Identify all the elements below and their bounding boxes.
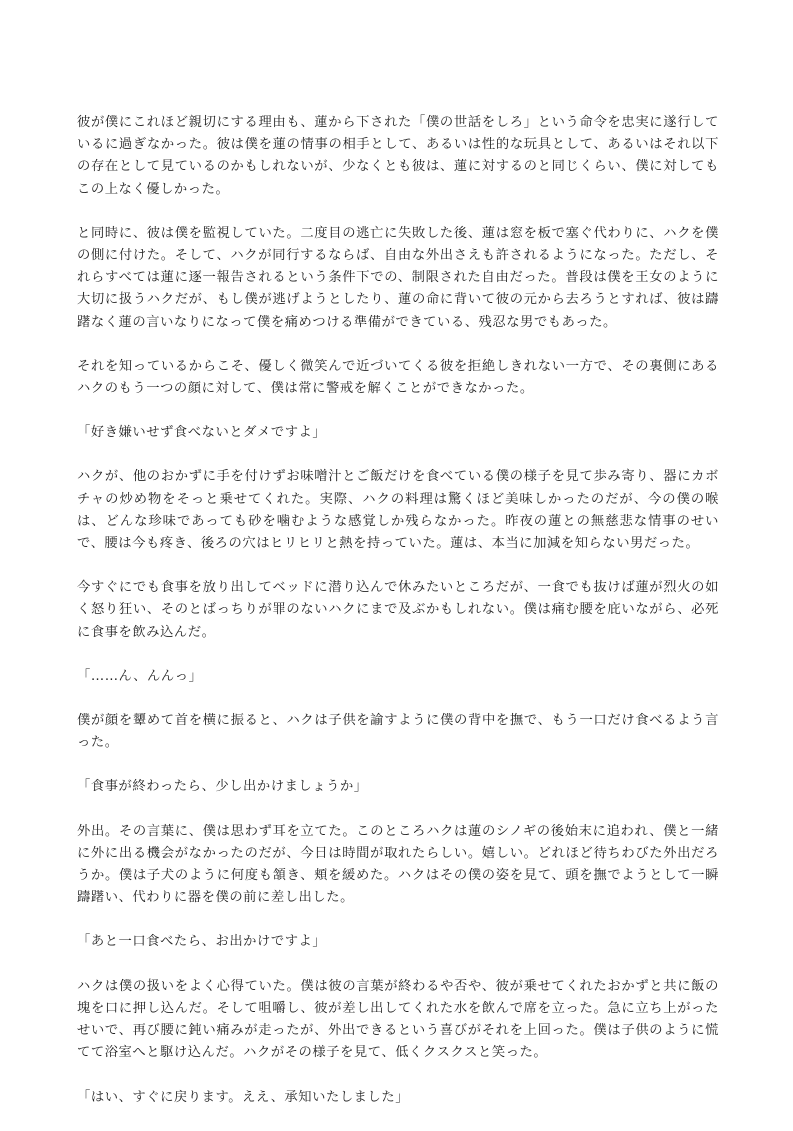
paragraph-narration-7: 外出。その言葉に、僕は思わず耳を立てた。このところハクは蓮のシノギの後始末に追われ、僕と一緒に外に出る機会がなかったのだが、今日は時間が取れたらしい。嬉しい。どれほど待ちわびた外出だろうか。僕は子犬のように何度も頷き、頬を緩めた。ハクはその僕の姿を見て、頭を撫でようとして一瞬躊躇い、代わりに器を僕の前に差し出した。 [77, 823, 720, 906]
paragraph-narration-4: ハクが、他のおかずに手を付けずお味噌汁とご飯だけを食べている僕の様子を見て歩み寄り、器にカボチャの炒め物をそっと乗せてくれた。実際、ハクの料理は驚くほど美味しかったのだが、今の僕の喉は、どんな珍味であっても砂を噛むような感覚しか残らなかった。昨夜の蓮との無慈悲な情事のせいで、腰は今も疼き、後ろの穴はヒリヒリと熱を持っていた。蓮は、本当に加減を知らない男だった。 [77, 469, 719, 552]
paragraph-dialogue-3: 「食事が終わったら、少し出かけましょうか」 [77, 779, 368, 795]
paragraph-dialogue-5: 「はい、すぐに戻ります。ええ、承知いたしました」 [77, 1089, 410, 1105]
paragraph-narration-3: それを知っているからこそ、優しく微笑んで近づいてくる彼を拒絶しきれない一方で、その裏側にあるハクのもう一つの顔に対して、僕は常に警戒を解くことができなかった。 [77, 358, 719, 397]
paragraph-narration-2: と同時に、彼は僕を監視していた。二度目の逃亡に失敗した後、蓮は窓を板で塞ぐ代わりに、ハクを僕の側に付けた。そして、ハクが同行するならば、自由な外出さえも許されるようになった。ただし、それらすべては蓮に逐一報告されるという条件下での、制限された自由だった。普段は僕を王女のように大切に扱うハクだが、もし僕が逃げようとしたり、蓮の命に背いて彼の元から去ろうとすれば、彼は躊躇なく蓮の言いなりになって僕を痛めつける準備ができている、残忍な男でもあった。 [77, 225, 720, 330]
paragraph-dialogue-2: 「……ん、んんっ」 [77, 668, 203, 684]
paragraph-dialogue-1: 「好き嫌いせず食べないとダメですよ」 [77, 425, 327, 441]
paragraph-narration-6: 僕が顔を顰めて首を横に振ると、ハクは子供を諭すように僕の背中を撫で、もう一口だけ食べるよう言った。 [77, 713, 719, 751]
paragraph-narration-5: 今すぐにでも食事を放り出してベッドに潜り込んで休みたいところだが、一食でも抜けば蓮が烈火の如く怒り狂い、そのとばっちりが罪のないハクにまで及ぶかもしれない。僕は痛む腰を庇いながら、必死に食事を飲み込んだ。 [77, 580, 719, 640]
paragraph-narration-8: ハクは僕の扱いをよく心得ていた。僕は彼の言葉が終わるや否や、彼が乗せてくれたおかずと共に飯の塊を口に押し込んだ。そして咀嚼し、彼が差し出してくれた水を飲んで席を立った。急に立ち上がったせいで、再び腰に鈍い痛みが走ったが、外出できるという喜びがそれを上回った。僕は子供のように慌てて浴室へと駆け込んだ。ハクがその様子を見て、低くクスクスと笑った。 [77, 978, 719, 1061]
paragraph-dialogue-4: 「あと一口食べたら、お出かけですよ」 [77, 934, 327, 950]
paragraph-narration-1: 彼が僕にこれほど親切にする理由も、蓮から下された「僕の世話をしろ」という命令を忠実に遂行しているに過ぎなかった。彼は僕を蓮の情事の相手として、あるいは性的な玩具として、あるいはそれ以下の存在として見ているのかもしれないが、少なくとも彼は、蓮に対するのと同じくらい、僕に対してもこの上なく優しかった。 [77, 115, 719, 197]
document-body [77, 112, 719, 1131]
